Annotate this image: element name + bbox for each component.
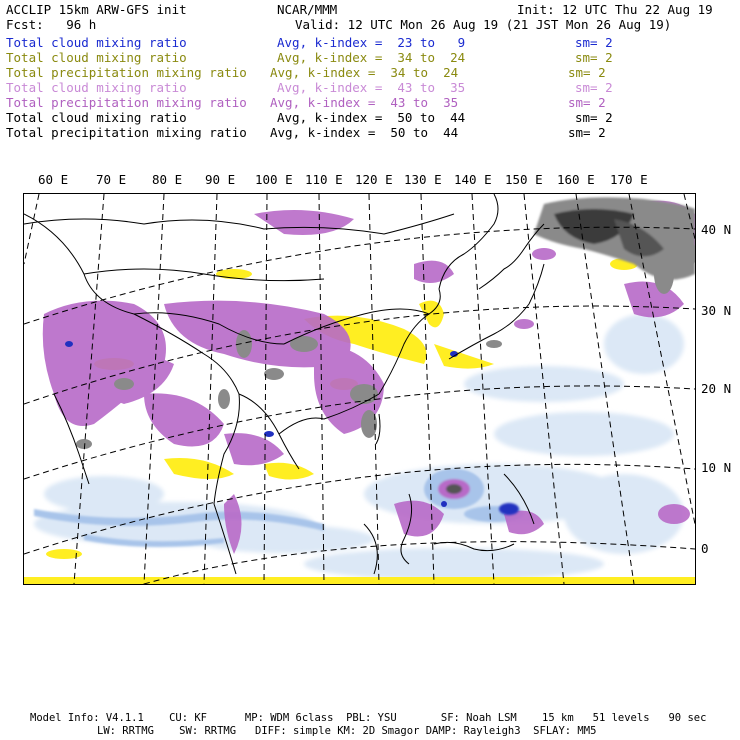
lon-label: 110 E (305, 172, 343, 187)
legend-sm-4: sm= 2 (575, 80, 613, 95)
lat-label: 30 N (701, 303, 732, 318)
legend-field-6: Total cloud mixing ratio (6, 110, 187, 125)
legend-avg-4: Avg, k-index = 43 to 35 (277, 80, 466, 95)
lon-label: 100 E (255, 172, 293, 187)
lon-label: 90 E (205, 172, 236, 187)
legend-avg-2: Avg, k-index = 34 to 24 (277, 50, 466, 65)
legend-avg-3: Avg, k-index = 34 to 24 (270, 65, 459, 80)
lon-label: 140 E (454, 172, 492, 187)
lon-label: 70 E (96, 172, 127, 187)
legend-sm-1: sm= 2 (575, 35, 613, 50)
lon-label: 130 E (404, 172, 442, 187)
legend-field-4: Total cloud mixing ratio (6, 80, 187, 95)
model-info-line-2: LW: RRTMG SW: RRTMG DIFF: simple KM: 2D Smagor DAMP: Rayleigh3 SFLAY: MM5 (97, 725, 597, 737)
legend-avg-5: Avg, k-index = 43 to 35 (270, 95, 459, 110)
legend-sm-5: sm= 2 (568, 95, 606, 110)
lon-label: 170 E (610, 172, 648, 187)
lat-label: 20 N (701, 381, 732, 396)
legend-avg-7: Avg, k-index = 50 to 44 (270, 125, 459, 140)
legend-sm-6: sm= 2 (575, 110, 613, 125)
init-time: Init: 12 UTC Thu 22 Aug 19 (517, 2, 713, 17)
org-label: NCAR/MMM (277, 2, 338, 17)
legend-field-5: Total precipitation mixing ratio (6, 95, 247, 110)
legend-field-7: Total precipitation mixing ratio (6, 125, 247, 140)
forecast-hour: Fcst: 96 h (6, 17, 97, 32)
legend-field-2: Total cloud mixing ratio (6, 50, 187, 65)
map-canvas (24, 194, 695, 584)
legend-avg-1: Avg, k-index = 23 to 9 (277, 35, 466, 50)
lat-label: 10 N (701, 460, 732, 475)
forecast-map (23, 193, 696, 585)
legend-field-1: Total cloud mixing ratio (6, 35, 187, 50)
lat-label: 40 N (701, 222, 732, 237)
legend-sm-2: sm= 2 (575, 50, 613, 65)
lon-label: 160 E (557, 172, 595, 187)
model-title: ACCLIP 15km ARW-GFS init (6, 2, 187, 17)
legend-field-3: Total precipitation mixing ratio (6, 65, 247, 80)
valid-time: Valid: 12 UTC Mon 26 Aug 19 (21 JST Mon 26 Aug 19) (295, 17, 672, 32)
lon-label: 120 E (355, 172, 393, 187)
lon-label: 80 E (152, 172, 183, 187)
lon-label: 60 E (38, 172, 69, 187)
legend-avg-6: Avg, k-index = 50 to 44 (277, 110, 466, 125)
model-info-line-1: Model Info: V4.1.1 CU: KF MP: WDM 6class PBL: YSU SF: Noah LSM 15 km 51 levels 90 sec (30, 712, 707, 724)
lat-label: 0 (701, 541, 709, 556)
legend-sm-7: sm= 2 (568, 125, 606, 140)
lon-label: 150 E (505, 172, 543, 187)
legend-sm-3: sm= 2 (568, 65, 606, 80)
